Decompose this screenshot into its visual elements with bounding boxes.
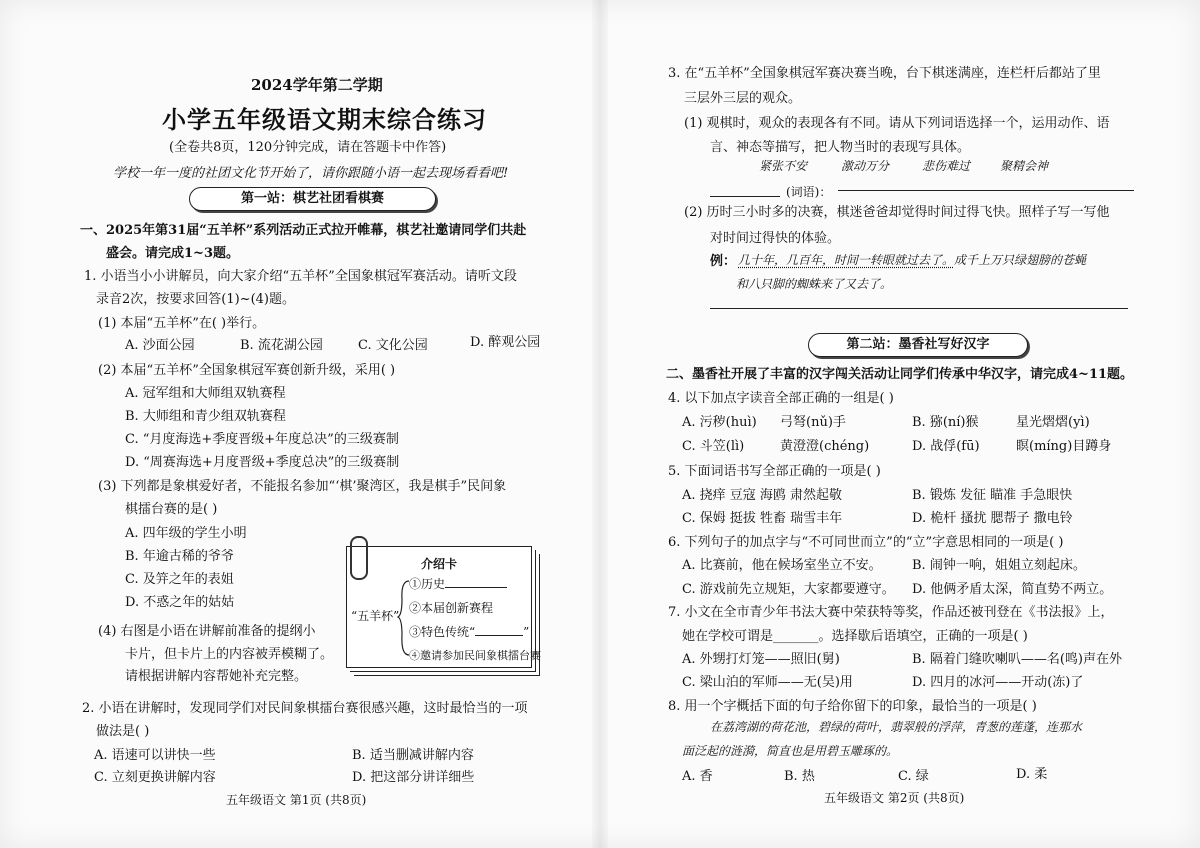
word-option-2[interactable]: 激动万分 [841, 159, 890, 173]
page-title: 小学五年级语文期末综合练习 [162, 105, 487, 134]
q1-line-1: 1. 小语当小小讲解员，向大家介绍“五羊杯”全国象棋冠军赛活动。请听文段 [84, 269, 517, 284]
card-blank-1[interactable] [445, 587, 507, 588]
q1-1-option-c[interactable]: C. 文化公园 [358, 338, 428, 353]
q8-option-c[interactable]: C. 绿 [898, 769, 929, 784]
stage-2-banner [808, 333, 1028, 357]
header-note: (全卷共8页，120分钟完成，请在答题卡中作答) [169, 140, 447, 155]
card-item-invite: ④邀请参加民间象棋擂台赛 [409, 649, 541, 662]
q8-option-d[interactable]: D. 柔 [1016, 767, 1048, 782]
page-1-footer: 五年级语文 第1页 (共8页) [226, 793, 367, 807]
q5-option-d[interactable]: D. 桅杆 搔扰 腮帮子 撒电铃 [912, 511, 1073, 526]
q4-c-2: 黄澄澄(chéng) [780, 439, 870, 454]
q7-option-b[interactable]: B. 隔着门缝吹喇叭——名(鸣)声在外 [912, 652, 1122, 667]
page-2-footer: 五年级语文 第2页 (共8页) [824, 791, 965, 805]
q7-option-c[interactable]: C. 梁山泊的军师——无(吴)用 [682, 675, 853, 690]
q5-option-b[interactable]: B. 锻炼 发征 瞄准 手急眼快 [912, 488, 1073, 503]
card-item-format: ②本届创新赛程 [409, 601, 494, 615]
q4-a-2: 弓弩(nǔ)手 [780, 415, 846, 430]
card-item-history: ①历史 [409, 575, 507, 592]
q1-2-option-d[interactable]: D. “周赛海选+月度晋级+季度总决”的三级赛制 [125, 455, 400, 470]
q1-1-stem: (1) 本届“五羊杯”在( )举行。 [98, 316, 266, 331]
q8-passage-line-1: 在荔湾湖的荷花池，碧绿的荷叶，翡翠般的浮萍，青葱的莲蓬，连那水 [710, 720, 1083, 734]
q3-line-1: 3. 在“五羊杯”全国象棋冠军赛决赛当晚，台下棋迷满座，连栏杆后都站了里 [668, 66, 1101, 81]
q2-option-a[interactable]: A. 语速可以讲快一些 [94, 748, 216, 763]
card-item-tradition: ③特色传统“ ” [409, 625, 530, 639]
q3-1-line-2: 言、神态等描写，把人物当时的表现写具体。 [710, 140, 971, 155]
page-2 [600, 0, 1200, 848]
q7-option-a[interactable]: A. 外甥打灯笼——照旧(舅) [682, 652, 840, 667]
intro-text: 学校一年一度的社团文化节开始了，请你跟随小语一起去现场看看吧! [113, 166, 509, 181]
q1-4-line-1: (4) 右图是小语在讲解前准备的提纲小 [98, 624, 316, 639]
stage-1-banner [189, 187, 436, 211]
q1-3-line-1: (3) 下列都是象棋爱好者，不能报名参加“‘棋’聚湾区，我是棋手”民间象 [98, 479, 507, 494]
q2-option-d[interactable]: D. 把这部分讲详细些 [352, 770, 475, 785]
card-title: 介绍卡 [421, 557, 458, 571]
q4-stem: 4. 以下加点字读音全部正确的一组是( ) [668, 391, 894, 406]
q4-b-2: 星光熠熠(yì) [1016, 415, 1090, 430]
header-year: 2024学年第二学期 [251, 76, 383, 94]
section-1-line-1: 一、2025年第31届“五羊杯”系列活动正式拉开帷幕，棋艺社邀请同学们共赴 [80, 223, 527, 238]
q6-option-d[interactable]: D. 他俩矛盾太深，简直势不两立。 [912, 582, 1113, 597]
q6-option-b[interactable]: B. 闹钟一响，姐姐立刻起床。 [912, 558, 1086, 573]
q1-3-option-b[interactable]: B. 年逾古稀的爷爷 [125, 549, 234, 564]
q8-stem: 8. 用一个字概括下面的句子给你留下的印象，最恰当的一项是( ) [668, 699, 1037, 714]
intro-card [346, 546, 541, 668]
example-label: 例： [710, 254, 737, 269]
q3-2-line-2: 对时间过得快的体验。 [710, 231, 841, 246]
q6-option-c[interactable]: C. 游戏前先立规矩，大家都要遵守。 [682, 582, 895, 597]
q5-option-a[interactable]: A. 挠痒 豆寇 海鸥 肃然起敬 [682, 488, 843, 503]
q1-2-stem: (2) 本届“五羊杯”全国象棋冠军赛创新升级，采用( ) [98, 363, 396, 378]
stage-1-title: 第一站：棋艺社团看棋赛 [240, 191, 384, 206]
q1-4-line-3: 请根据讲解内容帮她补充完整。 [125, 669, 308, 684]
q6-stem: 6. 下列句子的加点字与“不可同世而立”的“立”字意思相同的一项是( ) [668, 535, 1064, 550]
q7-line-1: 7. 小文在全市青少年书法大赛中荣获特等奖，作品还被刊登在《书法报》上， [668, 605, 1114, 620]
q4-d-1[interactable]: D. 战俘(fū) [912, 439, 980, 454]
example-line-2: 和八只脚的蜘蛛来了又去了。 [736, 277, 893, 291]
q4-a-1[interactable]: A. 污秽(huì) [682, 415, 757, 430]
q1-2-option-b[interactable]: B. 大师组和青少组双轨赛程 [125, 409, 286, 424]
q2-line-1: 2. 小语在讲解时，发现同学们对民间象棋擂台赛很感兴趣，这时最恰当的一项 [82, 701, 528, 716]
q2-line-2: 做法是( ) [96, 724, 150, 739]
q7-line-2: 她在学校可谓是_______。选择歇后语填空，正确的一项是( ) [682, 629, 1028, 644]
q2-option-b[interactable]: B. 适当删减讲解内容 [352, 748, 474, 763]
q8-passage-line-2: 面泛起的涟漪，简直也是用碧玉雕琢的。 [682, 744, 899, 758]
section-2-line: 二、墨香社开展了丰富的汉字闯关活动让同学们传承中华汉字，请完成4~11题。 [666, 367, 1134, 382]
q3-line-2: 三层外三层的观众。 [684, 91, 802, 106]
q1-4-line-2: 卡片，但卡片上的内容被弄模糊了。 [125, 647, 334, 662]
q1-3-line-2: 棋擂台赛的是( ) [125, 502, 218, 517]
q3-2-line-1: (2) 历时三小时多的决赛，棋迷爸爸却觉得时间过得飞快。照样子写一写他 [684, 205, 1110, 220]
q1-3-option-a[interactable]: A. 四年级的学生小明 [125, 526, 247, 541]
q6-option-a[interactable]: A. 比赛前，他在候场室坐立不安。 [682, 558, 882, 573]
example-line-1: 几十年，几百年，时间一转眼就过去了。成千上万只绿翅膀的苍蝇 [738, 253, 1087, 267]
q4-d-2: 瞑(míng)目蹲身 [1016, 439, 1112, 454]
card-root: “五羊杯” [351, 609, 400, 623]
q4-b-1[interactable]: B. 猕(ní)猴 [912, 415, 979, 430]
q5-stem: 5. 下面词语书写全部正确的一项是( ) [668, 464, 881, 479]
q1-1-option-d[interactable]: D. 醉观公园 [470, 335, 541, 350]
word-answer-blank[interactable] [710, 196, 780, 197]
q1-3-option-c[interactable]: C. 及笄之年的表姐 [125, 572, 234, 587]
q5-option-c[interactable]: C. 保姆 挺拔 牲畜 瑞雪丰年 [682, 511, 843, 526]
stage-2-title: 第二站：墨香社写好汉字 [846, 337, 990, 352]
example-answer-line[interactable] [710, 308, 1128, 309]
q3-1-line-1: (1) 观棋时，观众的表现各有不同。请从下列词语选择一个，运用动作、语 [684, 116, 1110, 131]
card-blank-3[interactable] [475, 635, 523, 636]
q8-option-b[interactable]: B. 热 [784, 769, 815, 784]
q1-2-option-a[interactable]: A. 冠军组和大师组双轨赛程 [125, 386, 286, 401]
paperclip-icon [350, 536, 368, 580]
q8-option-a[interactable]: A. 香 [682, 769, 713, 784]
q1-3-option-d[interactable]: D. 不惑之年的姑姑 [125, 595, 235, 610]
q4-c-1[interactable]: C. 斗笠(lì) [682, 439, 745, 454]
description-answer-line[interactable] [838, 190, 1134, 191]
word-option-4[interactable]: 聚精会神 [1000, 159, 1049, 173]
q1-line-2: 录音2次，按要求回答(1)~(4)题。 [96, 292, 295, 307]
word-option-3[interactable]: 悲伤难过 [922, 159, 971, 173]
q1-1-option-b[interactable]: B. 流花湖公园 [240, 338, 323, 353]
word-option-1[interactable]: 紧张不安 [759, 159, 808, 173]
q1-1-option-a[interactable]: A. 沙面公园 [125, 338, 195, 353]
section-1-line-2: 盛会。请完成1~3题。 [106, 246, 239, 261]
q1-2-option-c[interactable]: C. “月度海选+季度晋级+年度总决”的三级赛制 [125, 432, 399, 447]
q2-option-c[interactable]: C. 立刻更换讲解内容 [94, 770, 216, 785]
q7-option-d[interactable]: D. 四月的冰河——开动(冻)了 [912, 675, 1084, 690]
word-label: (词语)： [786, 185, 832, 199]
